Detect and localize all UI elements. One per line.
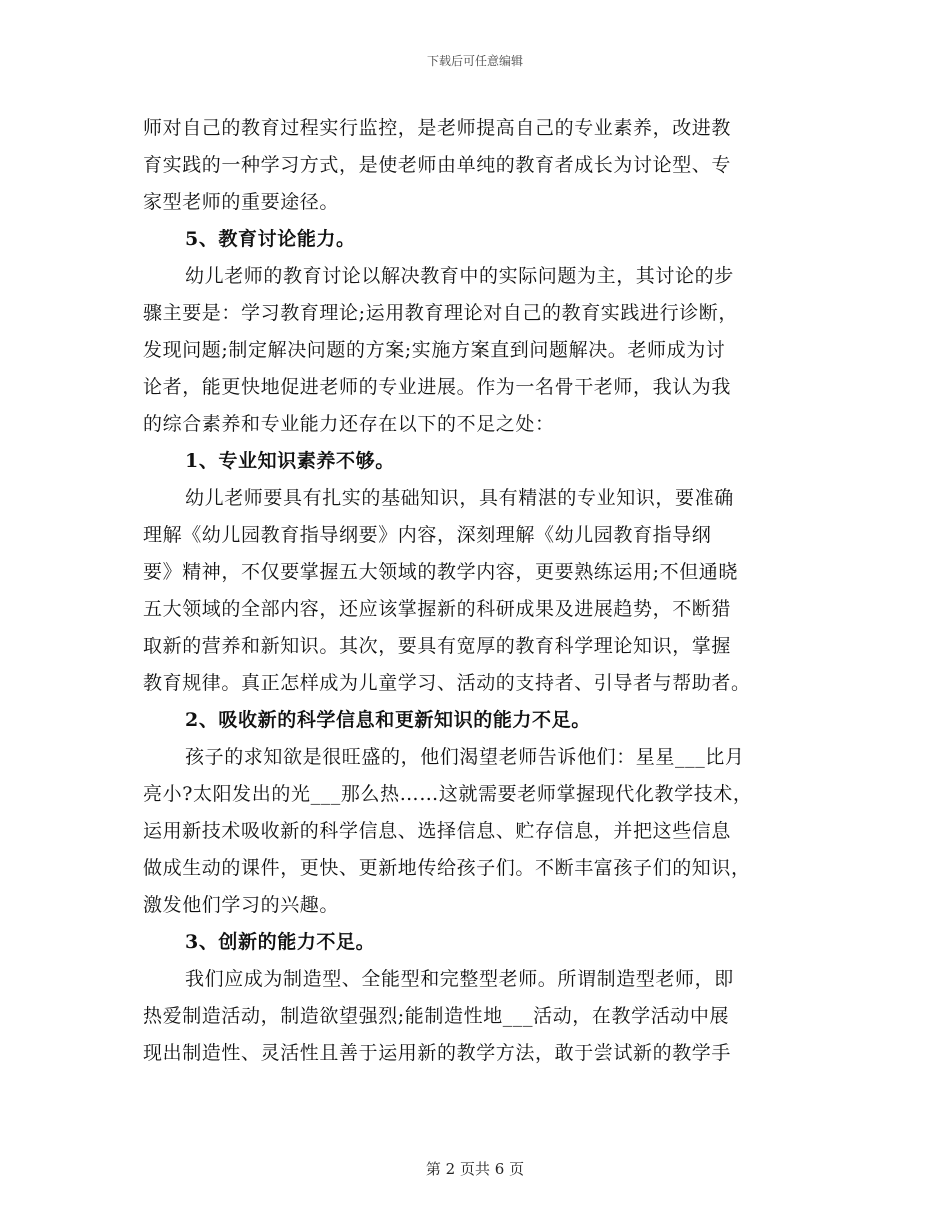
document-body	[143, 110, 805, 1072]
text-line: 现出制造性、灵活性且善于运用新的教学方法，敢于尝试新的教学手	[143, 1042, 732, 1064]
text-line: 理解《幼儿园教育指导纲要》内容，深刻理解《幼儿园教育指导纲	[143, 524, 712, 546]
text-line: 孩子的求知欲是很旺盛的，他们渴望老师告诉他们：星星___比月	[185, 746, 745, 768]
page-footer: 第 2 页共 6 页	[425, 1160, 525, 1178]
text-line: 我们应成为制造型、全能型和完整型老师。所谓制造型老师，即	[185, 968, 734, 990]
text-line: 的综合素养和专业能力还存在以下的不足之处：	[143, 413, 555, 435]
text-line: 运用新技术吸收新的科学信息、选择信息、贮存信息，并把这些信息	[143, 820, 732, 842]
text-line: 五大领域的全部内容，还应该掌握新的科研成果及进展趋势，不断猎	[143, 598, 732, 620]
text-line: 激发他们学习的兴趣。	[143, 894, 340, 916]
text-line: 育实践的一种学习方式，是使老师由单纯的教育者成长为讨论型、专	[143, 154, 732, 176]
text-line: 亮小?太阳发出的光___那么热……这就需要老师掌握现代化教学技术，	[143, 783, 753, 805]
text-line: 骤主要是：学习教育理论;运用教育理论对自己的教育实践进行诊断，	[143, 302, 739, 324]
text-line: 幼儿老师的教育讨论以解决教育中的实际问题为主，其讨论的步	[185, 265, 734, 287]
text-line: 幼儿老师要具有扎实的基础知识，具有精湛的专业知识，要准确	[185, 487, 734, 509]
text-line: 发现问题;制定解决问题的方案;实施方案直到问题解决。老师成为讨	[143, 339, 726, 361]
page-header: 下载后可任意编辑	[426, 54, 523, 68]
section-heading: 1、专业知识素养不够。	[185, 450, 395, 472]
text-line: 师对自己的教育过程实行监控，是老师提高自己的专业素养，改进教	[143, 117, 732, 139]
text-line: 做成生动的课件，更快、更新地传给孩子们。不断丰富孩子们的知识，	[143, 857, 751, 879]
text-line: 取新的营养和新知识。其次，要具有宽厚的教育科学理论知识，掌握	[143, 635, 732, 657]
text-line: 家型老师的重要途径。	[143, 191, 340, 213]
text-line: 论者，能更快地促进老师的专业进展。作为一名骨干老师，我认为我	[143, 376, 732, 398]
text-line: 要》精神，不仅要掌握五大领域的教学内容，更要熟练运用;不但通晓	[143, 561, 739, 583]
section-heading: 2、吸收新的科学信息和更新知识的能力不足。	[185, 709, 591, 731]
section-heading: 5、教育讨论能力。	[185, 228, 356, 250]
section-heading: 3、创新的能力不足。	[185, 931, 376, 953]
text-line: 教育规律。真正怎样成为儿童学习、活动的支持者、引导者与帮助者。	[143, 672, 751, 694]
text-line: 热爱制造活动，制造欲望强烈;能制造性地___活动，在教学活动中展	[143, 1005, 730, 1027]
